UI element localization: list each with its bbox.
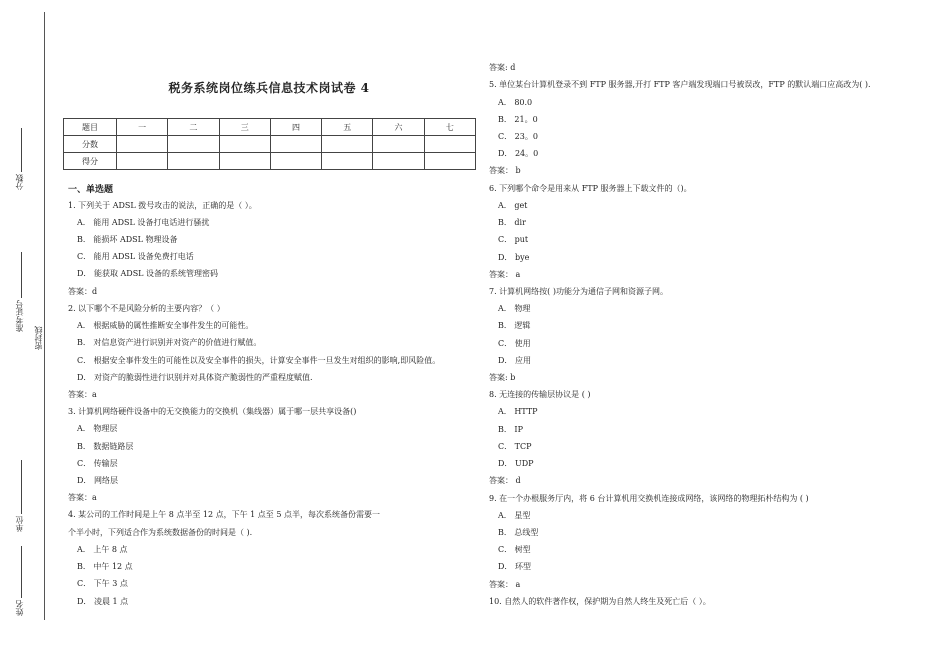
question-stem: 9. 在一个办根服务厅内，将 6 台计算机用交换机连接成网络，该网络的物理拓朴结构为 ( ): [489, 494, 809, 503]
score-table-cell[interactable]: [117, 136, 168, 153]
question-stem: 5. 单位某台计算机登录不到 FTP 服务器,开打 FTP 客户端发现端口号被误改，FTP 的默认端口应高改为( ).: [489, 80, 871, 89]
section-heading: 一、单选题: [68, 185, 114, 195]
answer-key: 答案: d: [489, 63, 516, 72]
answer-key: 答案： a: [489, 270, 521, 279]
answer-option: A． HTTP: [498, 407, 538, 416]
score-table: [63, 118, 476, 170]
question-stem: 6. 下列哪个命令是用来从 FTP 服务器上下载文件的（)。: [489, 184, 692, 193]
score-table-row-score: [64, 136, 476, 153]
score-table-cell[interactable]: [168, 136, 219, 153]
score-table-cell[interactable]: [270, 136, 321, 153]
score-table-cell[interactable]: [424, 136, 475, 153]
score-table-cell[interactable]: [322, 136, 373, 153]
answer-option: D． UDP: [498, 459, 534, 468]
score-table-row-obtained: [64, 153, 476, 170]
side-label-exam-number: 准考证号: [15, 300, 24, 332]
answer-option: A． 能用 ADSL 设备打电话进行骚扰: [77, 218, 210, 227]
side-label-score: 分数: [15, 174, 24, 190]
answer-option: A． 物理: [498, 304, 531, 313]
answer-option: A． 根据威胁的属性推断安全事件发生的可能性。: [77, 321, 254, 330]
side-label-unit: 单位: [15, 516, 24, 532]
score-table-header-cell: 二: [168, 119, 219, 136]
answer-option: C． TCP: [498, 442, 532, 451]
side-label-seal-line: 密封线: [34, 326, 43, 350]
question-stem: 10. 自然人的软件著作权，保护期为自然人终生及死亡后（ ）。: [489, 597, 711, 606]
answer-option: D． 凌晨 1 点: [77, 597, 129, 606]
answer-option: B． 对信息资产进行识别并对资产的价值进行赋值。: [77, 338, 262, 347]
answer-option: D． 应用: [498, 356, 531, 365]
score-table-row-label: 分数: [64, 136, 117, 153]
side-rule-exam-number: [21, 252, 22, 298]
side-rule-name: [21, 546, 22, 598]
score-table-cell[interactable]: [219, 136, 270, 153]
answer-option: B． 逻辑: [498, 321, 531, 330]
score-table-cell[interactable]: [219, 153, 270, 170]
answer-option: D． 24。0: [498, 149, 539, 158]
side-rule-score: [21, 128, 22, 172]
answer-option: C． 根据安全事件发生的可能性以及安全事件的损失，计算安全事件一旦发生对组织的影响,即风险值。: [77, 356, 441, 365]
answer-option: A． 物理层: [77, 424, 118, 433]
question-stem: 1. 下列关于 ADSL 拨号攻击的说法，正确的是（ ）。: [68, 201, 257, 210]
score-table-header-cell: 六: [373, 119, 424, 136]
answer-option: D． 环型: [498, 562, 531, 571]
answer-option: B． 总线型: [498, 528, 539, 537]
answer-option: B． dir: [498, 218, 526, 227]
score-table-header-cell: 七: [424, 119, 475, 136]
question-stem: 3. 计算机网络硬件设备中的无交换能力的交换机（集线器）属于哪一层共享设备(): [68, 407, 357, 416]
answer-option: C． 传输层: [77, 459, 118, 468]
answer-option: C． 使用: [498, 339, 531, 348]
side-label-name: 姓名: [15, 600, 24, 616]
answer-key: 答案: b: [489, 373, 516, 382]
question-stem: 2. 以下哪个不是风险分析的主要内容？（ ）: [68, 304, 225, 313]
score-table-header-row: [64, 119, 476, 136]
side-rule-unit: [21, 460, 22, 514]
answer-option: C． 能用 ADSL 设备免费打电话: [77, 252, 194, 261]
score-table-header-cell: 一: [117, 119, 168, 136]
answer-key: 答案：d: [68, 287, 98, 296]
answer-option: B． IP: [498, 425, 523, 434]
score-table-header-cell: 五: [322, 119, 373, 136]
answer-option: B． 21。0: [498, 115, 538, 124]
score-table-cell[interactable]: [270, 153, 321, 170]
score-table-cell[interactable]: [322, 153, 373, 170]
answer-option: D． 网络层: [77, 476, 118, 485]
answer-option: A． get: [498, 201, 528, 210]
score-table-cell[interactable]: [117, 153, 168, 170]
answer-option: A． 上午 8 点: [77, 545, 128, 554]
answer-option: C． 树型: [498, 545, 531, 554]
answer-option: D． bye: [498, 253, 530, 262]
answer-option: B． 中午 12 点: [77, 562, 133, 571]
answer-key: 答案：a: [68, 390, 97, 399]
score-table-header-cell: 题目: [64, 119, 117, 136]
question-stem: 8. 无连接的传输层协议是 ( ): [489, 390, 591, 399]
answer-option: B． 能损坏 ADSL 物理设备: [77, 235, 178, 244]
answer-key: 答案：a: [68, 493, 97, 502]
answer-option: C． 23。0: [498, 132, 538, 141]
answer-option: A． 星型: [498, 511, 531, 520]
answer-key: 答案： d: [489, 476, 521, 485]
exam-title: 税务系统岗位练兵信息技术岗试卷 4: [168, 81, 370, 95]
answer-key: 答案： a: [489, 580, 521, 589]
question-stem-continued: 个半小时，下列适合作为系统数据备份的时间是（ ).: [68, 528, 253, 537]
answer-option: C． put: [498, 235, 529, 244]
score-table-cell[interactable]: [424, 153, 475, 170]
score-table-cell[interactable]: [168, 153, 219, 170]
answer-option: C． 下午 3 点: [77, 579, 128, 588]
question-stem: 7. 计算机网络按( )功能分为通信子网和资源子网。: [489, 287, 668, 296]
answer-key: 答案： b: [489, 166, 521, 175]
score-table-header-cell: 四: [270, 119, 321, 136]
score-table-cell[interactable]: [373, 153, 424, 170]
answer-option: A． 80.0: [498, 98, 533, 107]
answer-option: D． 能获取 ADSL 设备的系统管理密码: [77, 269, 219, 278]
score-table-row-label: 得分: [64, 153, 117, 170]
question-stem: 4. 某公司的工作时间是上午 8 点半至 12 点，下午 1 点至 5 点半，每次系统备份需要一: [68, 510, 380, 519]
score-table-cell[interactable]: [373, 136, 424, 153]
binding-line: [44, 12, 45, 620]
answer-option: D． 对资产的脆弱性进行识别并对具体资产脆弱性的严重程度赋值.: [77, 373, 313, 382]
score-table-header-cell: 三: [219, 119, 270, 136]
answer-option: B． 数据链路层: [77, 442, 134, 451]
